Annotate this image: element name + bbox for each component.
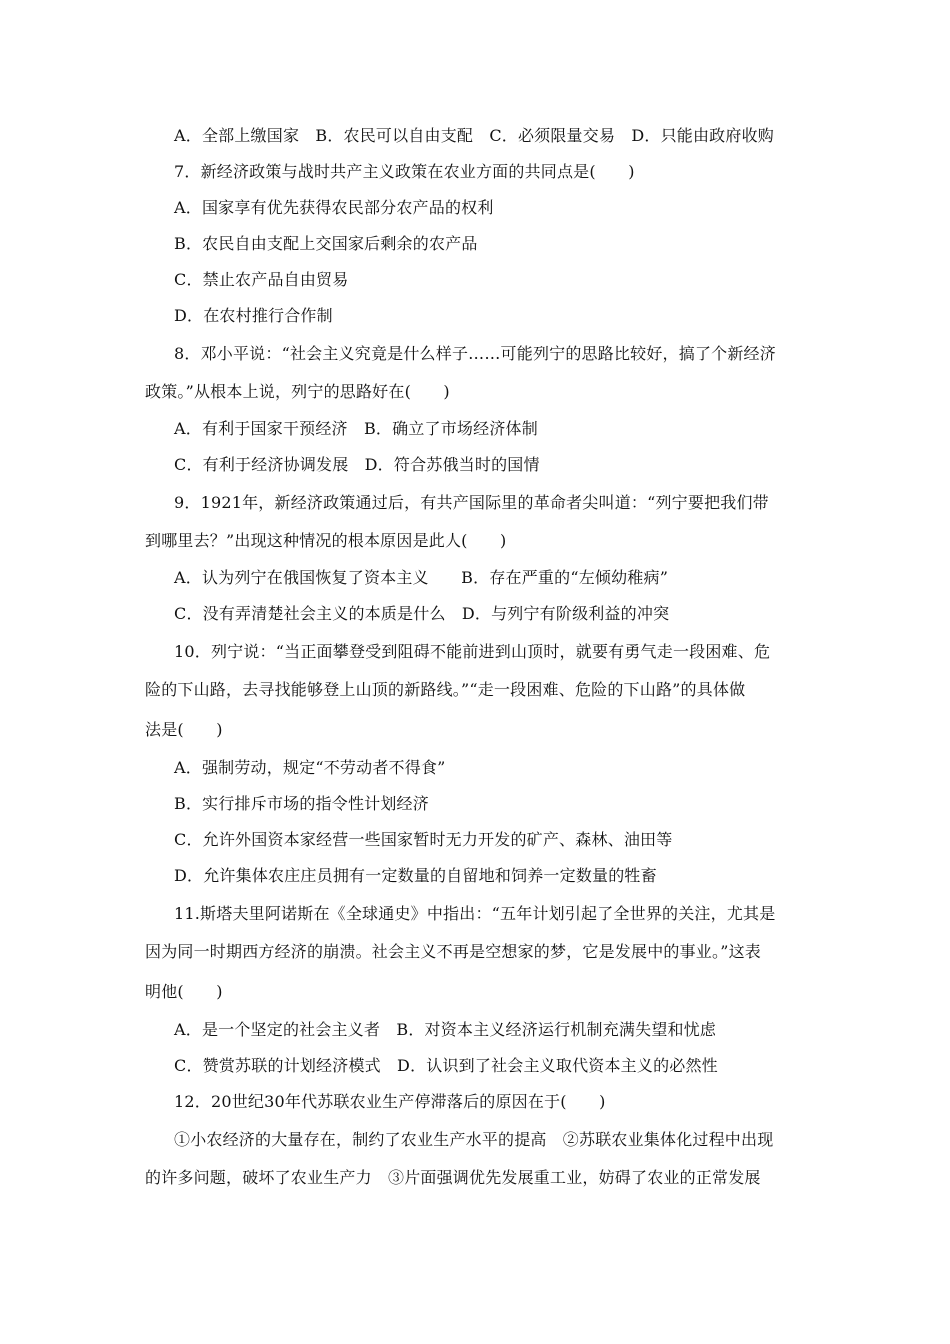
q9-stem: 9．1921年，新经济政策通过后，有共产国际里的革命者尖叫道：“列宁要把我们带 bbox=[174, 493, 769, 512]
q11-options-ab: A．是一个坚定的社会主义者 B．对资本主义经济运行机制充满失望和忧虑 bbox=[174, 1020, 717, 1039]
q10-stem-cont-2: 法是( ) bbox=[145, 720, 223, 739]
q7-option-d: D．在农村推行合作制 bbox=[174, 306, 333, 325]
q12-statements-2: 的许多问题，破坏了农业生产力 ③片面强调优先发展重工业，妨碍了农业的正常发展 bbox=[145, 1168, 761, 1187]
q7-option-c: C．禁止农产品自由贸易 bbox=[174, 270, 349, 289]
q10-option-b: B．实行排斥市场的指令性计划经济 bbox=[174, 794, 429, 813]
q10-option-d: D．允许集体农庄庄员拥有一定数量的自留地和饲养一定数量的牲畜 bbox=[174, 866, 657, 885]
q7-option-a: A．国家享有优先获得农民部分农产品的权利 bbox=[174, 198, 494, 217]
q8-options-ab: A．有利于国家干预经济 B．确立了市场经济体制 bbox=[174, 419, 538, 438]
q8-stem: 8．邓小平说：“社会主义究竟是什么样子……可能列宁的思路比较好，搞了个新经济 bbox=[174, 344, 776, 363]
q11-stem-cont-2: 明他( ) bbox=[145, 982, 223, 1001]
q12-stem: 12．20世纪30年代苏联农业生产停滞落后的原因在于( ) bbox=[174, 1092, 606, 1111]
q10-stem-cont-1: 险的下山路，去寻找能够登上山顶的新路线。”“走一段困难、危险的下山路”的具体做 bbox=[145, 680, 746, 699]
q8-options-cd: C．有利于经济协调发展 D．符合苏俄当时的国情 bbox=[174, 455, 540, 474]
q11-stem: 11.斯塔夫里阿诺斯在《全球通史》中指出：“五年计划引起了全世界的关注，尤其是 bbox=[174, 904, 776, 923]
q9-options-ab: A．认为列宁在俄国恢复了资本主义 B．存在严重的“左倾幼稚病” bbox=[174, 568, 669, 587]
q8-stem-cont: 政策。”从根本上说，列宁的思路好在( ) bbox=[145, 382, 450, 401]
q11-options-cd: C．赞赏苏联的计划经济模式 D．认识到了社会主义取代资本主义的必然性 bbox=[174, 1056, 718, 1075]
q10-option-a: A．强制劳动，规定“不劳动者不得食” bbox=[174, 758, 446, 777]
q9-stem-cont: 到哪里去？”出现这种情况的根本原因是此人( ) bbox=[145, 531, 507, 550]
q7-option-b: B．农民自由支配上交国家后剩余的农产品 bbox=[174, 234, 478, 253]
q12-statements-1: ①小农经济的大量存在，制约了农业生产水平的提高 ②苏联农业集体化过程中出现 bbox=[174, 1130, 774, 1149]
q10-option-c: C．允许外国资本家经营一些国家暂时无力开发的矿产、森林、油田等 bbox=[174, 830, 673, 849]
q10-stem: 10．列宁说：“当正面攀登受到阻碍不能前进到山顶时，就要有勇气走一段困难、危 bbox=[174, 642, 771, 661]
q7-stem: 7．新经济政策与战时共产主义政策在农业方面的共同点是( ) bbox=[174, 162, 635, 181]
q6-options: A．全部上缴国家 B．农民可以自由支配 C．必须限量交易 D．只能由政府收购 bbox=[174, 126, 774, 145]
q11-stem-cont-1: 因为同一时期西方经济的崩溃。社会主义不再是空想家的梦，它是发展中的事业。”这表 bbox=[145, 942, 761, 961]
q9-options-cd: C．没有弄清楚社会主义的本质是什么 D．与列宁有阶级利益的冲突 bbox=[174, 604, 670, 623]
